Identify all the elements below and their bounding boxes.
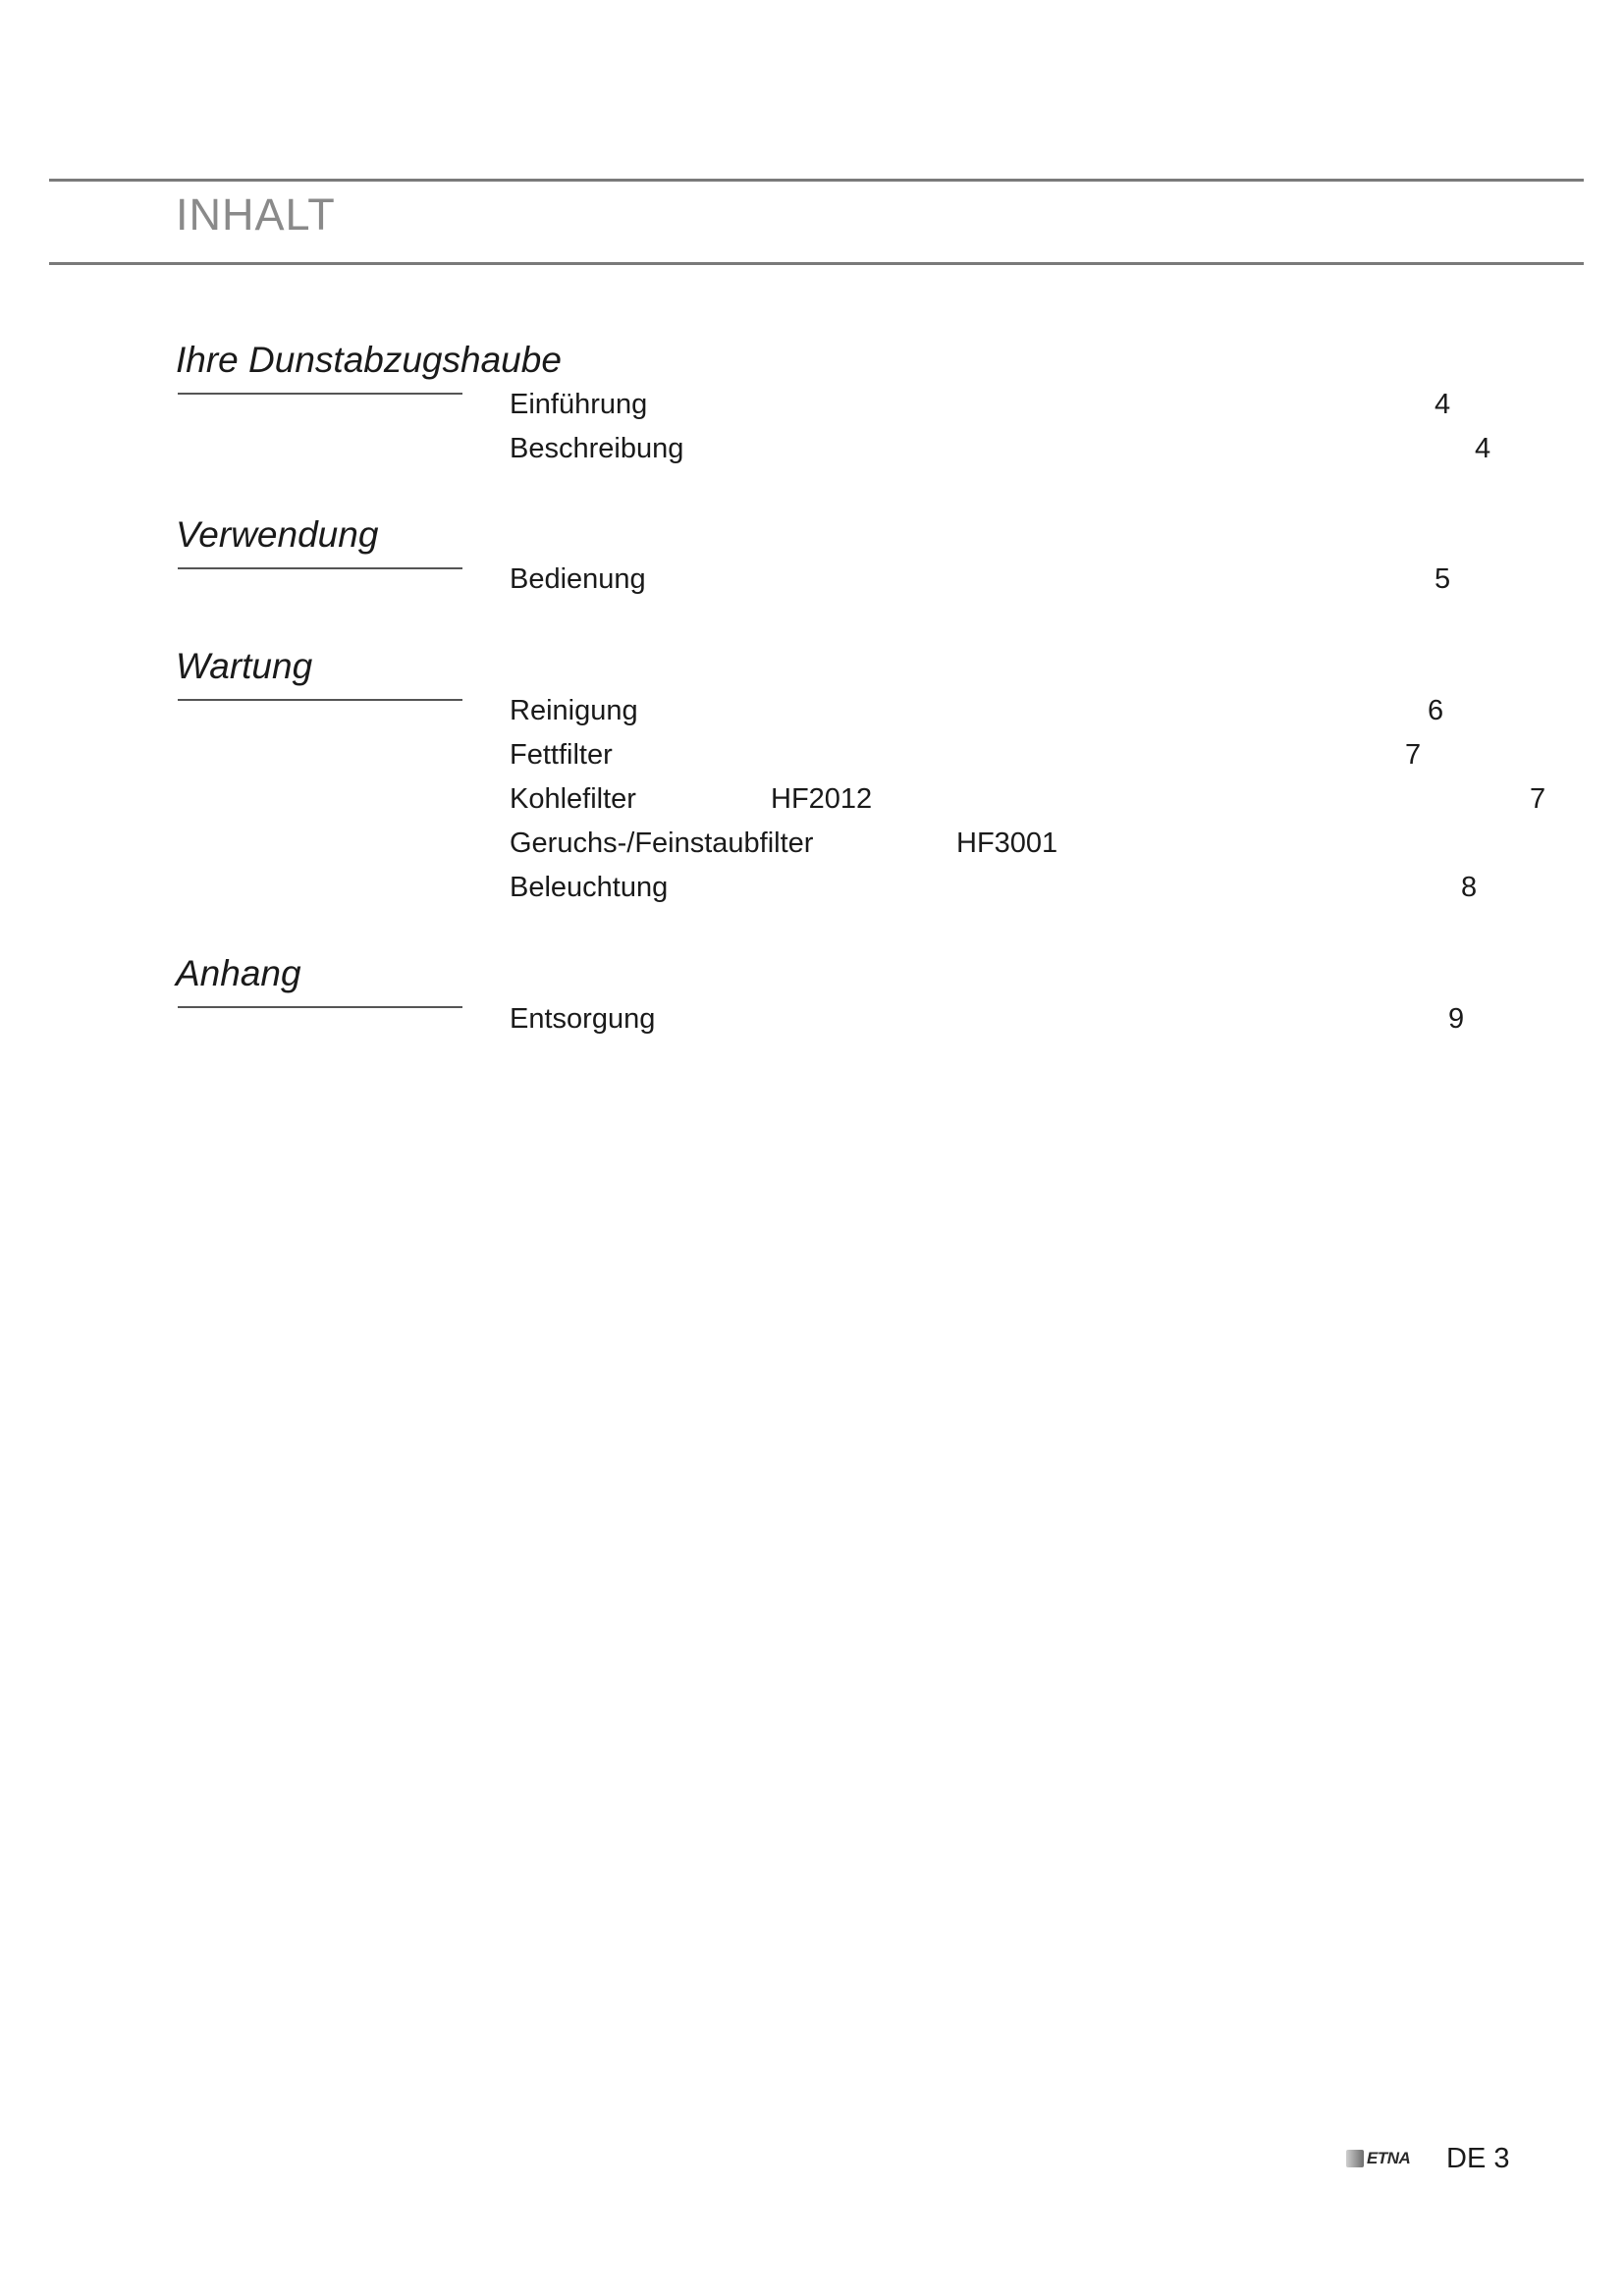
section-rule <box>178 567 462 569</box>
section-title-dunstabzugshaube: Ihre Dunstabzugshaube <box>176 340 562 380</box>
header-bottom-rule <box>49 262 1584 265</box>
toc-entry-label: Entsorgung <box>510 1003 656 1035</box>
toc-entry-page: 6 <box>1428 695 1444 726</box>
toc-entry-page: 9 <box>1448 1003 1465 1035</box>
etna-logo <box>1346 2148 1411 2169</box>
section-rule <box>178 393 462 395</box>
section-title-verwendung: Verwendung <box>176 514 379 555</box>
toc-entry-page: 5 <box>1435 563 1451 595</box>
toc-entry-page: 7 <box>1530 783 1546 815</box>
etna-logo-wordmark: ETNA <box>1367 2149 1411 2167</box>
toc-entry-page: 7 <box>1405 739 1422 771</box>
toc-entry-label: Beleuchtung <box>510 872 669 903</box>
toc-entry-label: Beschreibung <box>510 433 684 464</box>
header-top-rule <box>49 179 1584 182</box>
toc-entry-page: 8 <box>1461 872 1478 903</box>
toc-entry-label: Geruchs-/Feinstaubfilter <box>510 828 814 859</box>
toc-entry-label: Reinigung <box>510 695 638 726</box>
page-number: DE 3 <box>1446 2143 1510 2174</box>
toc-entry-label: Bedienung <box>510 563 646 595</box>
toc-entry-label: Fettfilter <box>510 739 613 771</box>
section-title-wartung: Wartung <box>176 646 313 686</box>
toc-entry-code: HF2012 <box>771 783 873 815</box>
section-title-anhang: Anhang <box>176 953 301 993</box>
section-rule <box>178 1006 462 1008</box>
toc-entry-page: 4 <box>1435 389 1451 420</box>
toc-entry-code: HF3001 <box>956 828 1058 859</box>
toc-entry-label: Einführung <box>510 389 648 420</box>
page-title: INHALT <box>176 189 336 240</box>
section-rule <box>178 699 462 701</box>
toc-entry-page: 4 <box>1475 433 1491 464</box>
toc-entry-label: Kohlefilter <box>510 783 636 815</box>
etna-logo-mark-icon <box>1346 2150 1364 2167</box>
